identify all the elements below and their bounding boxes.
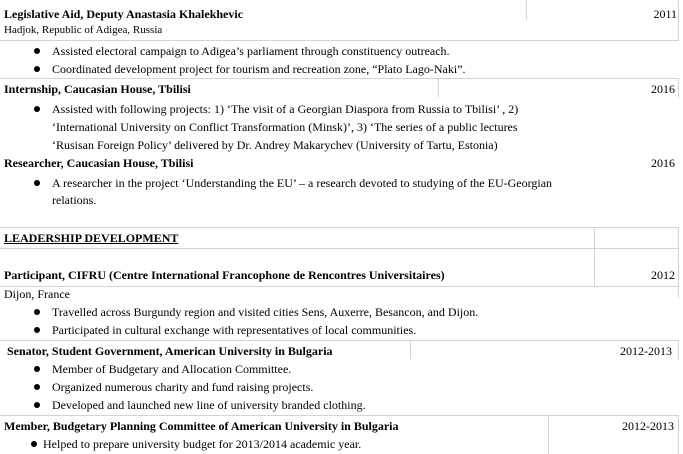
entry-year: 2011 [653, 7, 677, 21]
bullet-text: Travelled across Burgundy region and visited cities Sens, Auxerre, Besancon, and Dijon. [52, 305, 479, 319]
entry-location: Dijon, France [4, 287, 70, 301]
bullet-text: A researcher in the project ‘Understanding the EU’ – a research devoted to studying of the EU-Georgian [52, 176, 553, 190]
entry-title: Senator, Student Government, American University in Bulgaria [7, 344, 333, 358]
bullet-icon [34, 366, 40, 372]
entry-title: Participant, CIFRU (Centre International Francophone de Rencontres Universitaires) [4, 268, 445, 282]
bullet-icon [34, 66, 40, 72]
bullet-text: Coordinated development project for tourism and recreation zone, “Plato Lago-Naki”. [52, 62, 466, 76]
bullet-icon [34, 309, 40, 315]
entry-year: 2016 [651, 82, 675, 96]
bullet-icon [34, 327, 40, 333]
bullet-text: ‘International University on Conflict Transformation (Minsk)’, 3) ‘The series of a public lectures [52, 120, 518, 134]
bullet-icon [34, 106, 40, 112]
entry-title: Member, Budgetary Planning Committee of American University in Bulgaria [4, 419, 399, 433]
entry-year: 2012-2013 [622, 419, 674, 433]
bullet-text: Assisted with following projects: 1) ‘The visit of a Georgian Diaspora from Russia to Tbilisi’ , 2) [52, 102, 519, 116]
bullet-icon [34, 402, 40, 408]
bullet-icon [31, 441, 37, 447]
bullet-text: Member of Budgetary and Allocation Committee. [52, 362, 292, 376]
entry-year: 2012 [651, 268, 675, 282]
bullet-text: Participated in cultural exchange with representatives of local communities. [52, 323, 417, 337]
entry-year: 2016 [651, 156, 675, 170]
entry-title: Legislative Aid, Deputy Anastasia Khalekhevic [4, 7, 244, 21]
entry-title: Researcher, Caucasian House, Tbilisi [4, 156, 194, 170]
bullet-text: Assisted electoral campaign to Adigea’s parliament through constituency outreach. [52, 44, 450, 58]
bullet-text: Helped to prepare university budget for 2013/2014 academic year. [43, 437, 362, 451]
bullet-icon [34, 384, 40, 390]
bullet-text: ‘Rusisan Foreign Policy’ delivered by Dr. Andrey Makarychev (University of Tartu, Estonia) [52, 138, 498, 152]
bullet-icon [34, 180, 40, 186]
bullet-text: Organized numerous charity and fund raising projects. [52, 380, 314, 394]
section-heading: LEADERSHIP DEVELOPMENT [4, 231, 179, 245]
entry-location: Hadjok, Republic of Adigea, Russia [4, 24, 163, 36]
entry-title: Internship, Caucasian House, Tbilisi [4, 82, 191, 96]
bullet-icon [34, 48, 40, 54]
bullet-text: Developed and launched new line of university branded clothing. [52, 398, 366, 412]
entry-year: 2012-2013 [620, 344, 672, 358]
bullet-text: relations. [52, 193, 97, 207]
